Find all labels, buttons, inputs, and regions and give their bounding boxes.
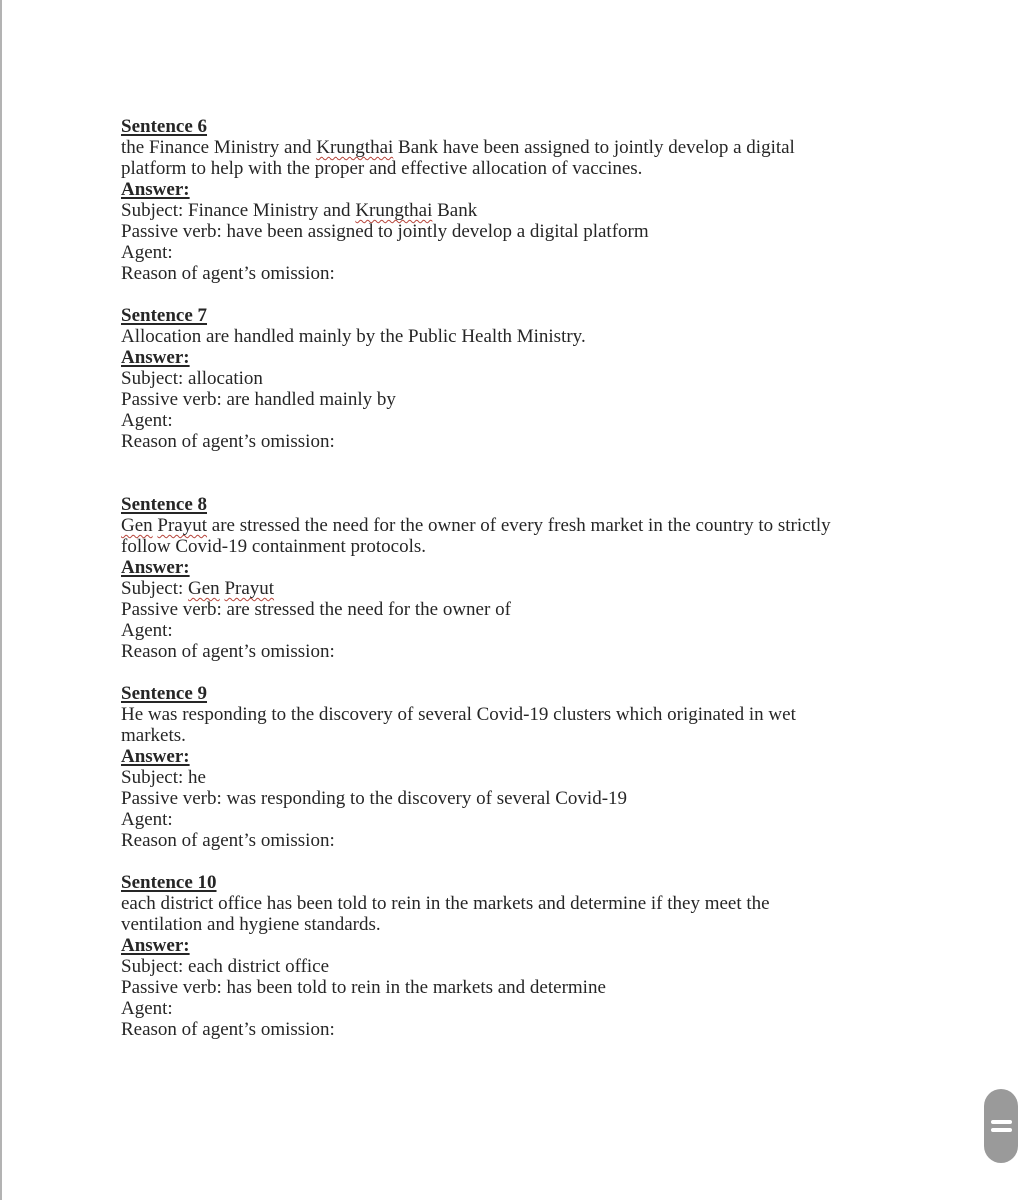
- section-sentence-8: [121, 494, 1028, 662]
- text-line: [121, 1019, 1028, 1040]
- text-run: Allocation are handled mainly by the Public Health Ministry.: [121, 326, 586, 347]
- drag-handle-bar: [991, 1120, 1012, 1124]
- scroll-handle[interactable]: [984, 1089, 1018, 1163]
- text-run: Reason of agent’s omission:: [121, 431, 335, 452]
- text-run: Subject: each district office: [121, 956, 330, 977]
- text-run: Bank: [432, 200, 478, 221]
- section-sentence-9: [121, 683, 1028, 851]
- text-line: [121, 536, 1028, 557]
- text-run: Agent:: [121, 242, 173, 263]
- text-line: [121, 977, 1028, 998]
- text-run: Sentence 9: [121, 683, 208, 704]
- text-run: platform to help with the proper and effective allocation of vaccines.: [121, 158, 643, 179]
- text-line: [121, 431, 1028, 452]
- section-sentence-10: [121, 872, 1028, 1040]
- text-line: [121, 767, 1028, 788]
- text-line: [121, 515, 1028, 536]
- text-run: follow Covid-19 containment protocols.: [121, 536, 427, 557]
- section-heading: [121, 494, 1028, 515]
- text-line: [121, 788, 1028, 809]
- section-heading: [121, 305, 1028, 326]
- text-line: [121, 158, 1028, 179]
- text-run: Agent:: [121, 998, 173, 1019]
- section-heading: [121, 116, 1028, 137]
- text-run: Sentence 6: [121, 116, 208, 137]
- text-run: Answer:: [121, 746, 190, 767]
- text-run: Reason of agent’s omission:: [121, 263, 335, 284]
- text-line: [121, 263, 1028, 284]
- text-run: Passive verb: have been assigned to jointly develop a digital platform: [121, 221, 649, 242]
- text-line: [121, 326, 1028, 347]
- drag-handle-bar: [991, 1128, 1012, 1132]
- text-run: Sentence 8: [121, 494, 208, 515]
- text-run: Passive verb: was responding to the discovery of several Covid-19: [121, 788, 628, 809]
- text-run: Agent:: [121, 410, 173, 431]
- text-line: [121, 599, 1028, 620]
- text-run: are stressed the need for the owner of every fresh market in the country to strictly: [207, 515, 831, 536]
- misspelled-word: Gen: [121, 515, 153, 536]
- text-line: [121, 830, 1028, 851]
- section-heading: [121, 935, 1028, 956]
- section-heading: [121, 872, 1028, 893]
- text-run: Answer:: [121, 935, 190, 956]
- text-line: [121, 725, 1028, 746]
- text-run: Answer:: [121, 557, 190, 578]
- text-line: [121, 410, 1028, 431]
- misspelled-word: Krungthai: [355, 200, 433, 221]
- text-run: Passive verb: has been told to rein in the markets and determine: [121, 977, 606, 998]
- misspelled-word: Gen: [188, 578, 220, 599]
- text-run: Subject:: [121, 578, 189, 599]
- text-run: markets.: [121, 725, 186, 746]
- text-line: [121, 242, 1028, 263]
- section-heading: [121, 683, 1028, 704]
- misspelled-word: Prayut: [157, 515, 208, 536]
- text-run: Subject: Finance Ministry and: [121, 200, 356, 221]
- section-heading: [121, 557, 1028, 578]
- section-heading: [121, 179, 1028, 200]
- text-line: [121, 137, 1028, 158]
- text-line: [121, 998, 1028, 1019]
- text-line: [121, 221, 1028, 242]
- text-run: Passive verb: are stressed the need for the owner of: [121, 599, 511, 620]
- text-line: [121, 200, 1028, 221]
- misspelled-word: Prayut: [224, 578, 275, 599]
- text-line: [121, 893, 1028, 914]
- text-run: Reason of agent’s omission:: [121, 1019, 335, 1040]
- page-edge-line: [0, 0, 2, 1200]
- text-line: [121, 368, 1028, 389]
- text-line: [121, 809, 1028, 830]
- text-line: [121, 914, 1028, 935]
- text-run: Bank have been assigned to jointly develop a digital: [393, 137, 795, 158]
- section-heading: [121, 347, 1028, 368]
- text-run: Subject: allocation: [121, 368, 263, 389]
- text-run: Passive verb: are handled mainly by: [121, 389, 396, 410]
- section-heading: [121, 746, 1028, 767]
- text-run: Sentence 10: [121, 872, 217, 893]
- text-run: Agent:: [121, 809, 173, 830]
- text-line: [121, 578, 1028, 599]
- text-line: [121, 704, 1028, 725]
- text-line: [121, 641, 1028, 662]
- text-run: Agent:: [121, 620, 173, 641]
- text-run: each district office has been told to rein in the markets and determine if they meet the: [121, 893, 770, 914]
- text-line: [121, 956, 1028, 977]
- misspelled-word: Krungthai: [316, 137, 394, 158]
- text-run: Subject: he: [121, 767, 206, 788]
- text-run: He was responding to the discovery of several Covid-19 clusters which originated in wet: [121, 704, 796, 725]
- text-run: Answer:: [121, 179, 190, 200]
- text-run: Sentence 7: [121, 305, 208, 326]
- text-run: Reason of agent’s omission:: [121, 830, 335, 851]
- section-sentence-6: [121, 116, 1028, 284]
- text-run: Answer:: [121, 347, 190, 368]
- section-sentence-7: [121, 305, 1028, 452]
- text-run: ventilation and hygiene standards.: [121, 914, 381, 935]
- text-line: [121, 389, 1028, 410]
- text-run: the Finance Ministry and: [121, 137, 317, 158]
- document-text-area[interactable]: [121, 116, 1028, 1040]
- text-run: Reason of agent’s omission:: [121, 641, 335, 662]
- text-line: [121, 620, 1028, 641]
